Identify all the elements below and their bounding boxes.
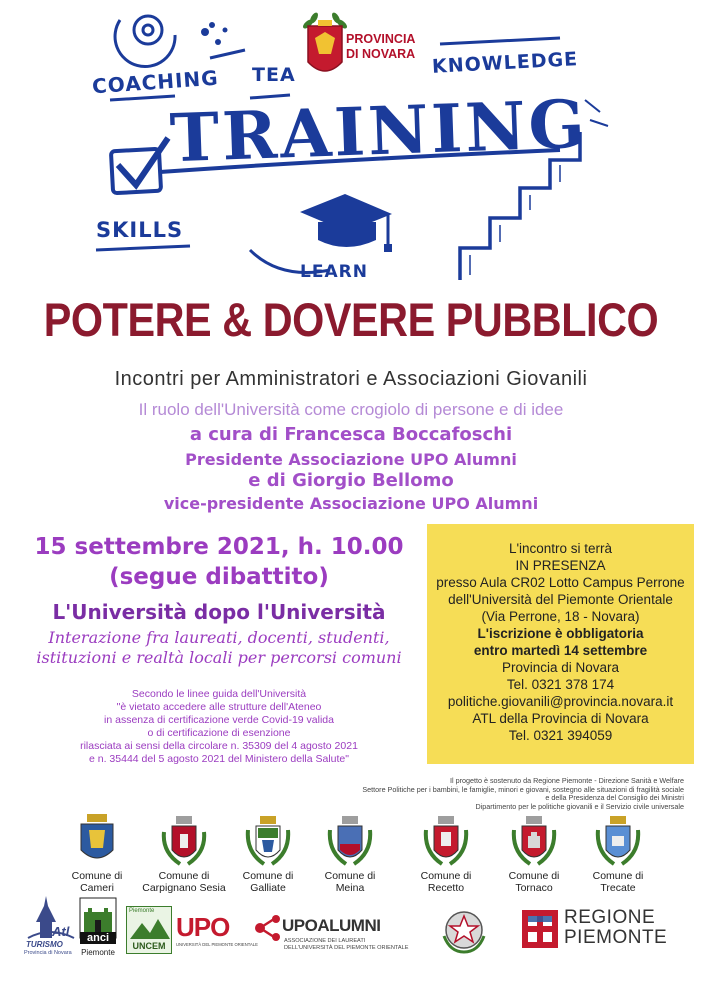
project-note <box>340 777 684 811</box>
event-description <box>14 628 424 668</box>
checkbox-icon <box>111 138 168 193</box>
tornaco-crest-icon <box>510 812 558 868</box>
galliate-crest-icon <box>244 812 292 868</box>
role-line: Il ruolo dell'Università come crogiolo di persone e di idee <box>138 400 564 419</box>
recetto-crest-icon <box>422 812 470 868</box>
comune-cameri <box>52 812 142 894</box>
atl-sub2: Provincia di Novara <box>24 950 72 956</box>
info-line: ATL della Provincia di Novara <box>472 711 649 726</box>
network-nodes-icon <box>254 914 284 942</box>
dots-icon <box>201 22 228 45</box>
anci-logo <box>78 896 120 962</box>
info-line: dell'Università del Piemonte Orientale <box>448 592 673 607</box>
comune-label: Comune di <box>508 870 560 882</box>
sketch-word-learn: LEARN <box>300 262 368 282</box>
info-line: Provincia di Novara <box>501 660 620 675</box>
note-line: e della Presidenza del Consiglio dei Ministri <box>545 793 684 803</box>
meina-crest-icon <box>326 812 374 868</box>
comune-label: Comune di <box>592 870 644 882</box>
event-topic: L'Università dopo l'Università <box>52 600 386 624</box>
upoalumni-sub2: DELL'UNIVERSITÀ DEL PIEMONTE ORIENTALE <box>284 945 409 951</box>
guideline-line: o di certificazione di esenzione <box>147 727 291 739</box>
regione-line-2: PIEMONTE <box>564 927 668 948</box>
comune-name: Carpignano Sesia <box>142 882 226 894</box>
note-line: Dipartimento per le politiche giovanili e il Servizio civile universale <box>475 801 684 811</box>
upoalumni-name: UPOALUMNI <box>282 916 381 935</box>
comune-tornaco <box>494 812 574 894</box>
page-subtitle: Incontri per Amministratori e Associazioni Giovanili <box>114 368 588 390</box>
guideline-line: "è vietato accedere alle strutture dell'Ateneo <box>116 701 322 713</box>
regione-line-1: REGIONE <box>564 907 656 928</box>
italian-emblem-icon <box>440 906 488 956</box>
comune-name: Tornaco <box>515 882 553 894</box>
comune-label: Comune di <box>420 870 472 882</box>
atl-turismo-logo <box>22 896 78 964</box>
mole-antonelliana-icon <box>22 896 78 940</box>
header-sketch <box>0 0 702 290</box>
curator-line-2: Presidente Associazione UPO Alumni <box>185 450 517 469</box>
sketch-word-tea: TEA <box>252 64 296 86</box>
info-line-bold: entro martedì 14 settembre <box>473 643 648 658</box>
uncem-top: Piemonte <box>129 908 155 914</box>
upo-alumni-logo <box>254 914 409 958</box>
comune-label: Comune di <box>324 870 376 882</box>
info-phone[interactable]: Tel. 0321 378 174 <box>506 677 615 692</box>
curator-line-4: vice-presidente Associazione UPO Alumni <box>163 494 539 513</box>
info-email-link[interactable]: politiche.giovanili@provincia.novara.it <box>447 694 674 709</box>
info-line: presso Aula CR02 Lotto Campus Perrone <box>436 575 685 590</box>
comune-name: Galliate <box>250 882 286 894</box>
graduation-cap-icon <box>300 194 392 252</box>
info-line: (Via Perrone, 18 - Novara) <box>481 609 640 624</box>
event-debate: (segue dibattito) <box>109 564 329 590</box>
event-description-line-1: Interazione fra laureati, docenti, studenti, <box>48 628 390 647</box>
upo-sub: UNIVERSITÀ DEL PIEMONTE ORIENTALE <box>176 942 258 947</box>
comune-trecate <box>578 812 658 894</box>
target-icon <box>115 16 175 67</box>
province-line-1: PROVINCIA <box>346 32 416 46</box>
sketch-word-coaching: COACHING <box>91 65 220 99</box>
event-description-line-2: istituzioni e realtà locali per percorsi comuni <box>36 648 402 667</box>
comune-name: Recetto <box>427 882 465 894</box>
comune-recetto <box>406 812 486 894</box>
repubblica-italiana-emblem <box>440 906 488 956</box>
uncem-name: UNCEM <box>132 941 166 951</box>
note-line: Il progetto è sostenuto da Regione Piemonte - Direzione Sanità e Welfare <box>450 776 684 785</box>
cameri-crest-icon <box>77 812 117 868</box>
comune-galliate <box>228 812 308 894</box>
guideline-line: in assenza di certificazione verde Covid-19 valida <box>104 714 334 726</box>
piemonte-flag-icon <box>522 910 558 948</box>
info-line: L'incontro si terrà <box>508 541 613 556</box>
info-line-bold: L'iscrizione è obbligatoria <box>477 626 644 641</box>
curator-line-1: a cura di Francesca Boccafoschi <box>189 424 513 445</box>
guideline-line: Secondo le linee guida dell'Università <box>131 688 307 700</box>
upoalumni-sub1: ASSOCIAZIONE DEI LAUREATI <box>284 938 366 944</box>
sketch-word-skills: SKILLS <box>96 218 184 242</box>
comune-name: Meina <box>335 882 365 894</box>
sketch-word-knowledge: KNOWLEDGE <box>431 48 579 78</box>
comune-label: Comune di <box>158 870 210 882</box>
curator-line-3: e di Giorgio Bellomo <box>248 470 454 491</box>
sketch-word-training: TRAINING <box>168 84 590 178</box>
comune-name: Cameri <box>80 882 114 894</box>
covid-guidelines <box>14 688 424 766</box>
provincia-novara-text <box>346 32 415 62</box>
page-title: POTERE & DOVERE PUBBLICO <box>43 293 659 346</box>
event-date: 15 settembre 2021, h. 10.00 <box>34 534 404 560</box>
upo-logo <box>176 912 258 954</box>
info-phone[interactable]: Tel. 0321 394059 <box>508 728 613 743</box>
info-box <box>427 524 694 764</box>
atl-name: Atl <box>52 924 70 939</box>
comune-name: Trecate <box>600 882 636 894</box>
upo-name: UPO <box>176 912 230 942</box>
atl-sub1: TURISMO <box>26 940 63 949</box>
regione-text <box>564 908 667 948</box>
info-line: IN PRESENZA <box>515 558 606 573</box>
anci-name: anci <box>80 932 116 944</box>
carpignano-crest-icon <box>160 812 208 868</box>
regione-piemonte-logo <box>522 908 672 952</box>
comune-label: Comune di <box>242 870 294 882</box>
comune-meina <box>310 812 390 894</box>
uncem-logo <box>126 906 172 954</box>
note-line: Settore Politiche per i bambini, le famiglie, minori e giovani, sostegno alle situazioni di fragilità sociale <box>362 784 684 794</box>
trecate-crest-icon <box>594 812 642 868</box>
guideline-line: e n. 35444 del 5 agosto 2021 del Ministero della Salute" <box>89 753 349 765</box>
comune-carpignano-sesia <box>134 812 234 894</box>
guideline-line: rilasciata ai sensi della circolare n. 35309 del 4 agosto 2021 <box>80 740 358 752</box>
anci-sub: Piemonte <box>81 948 115 957</box>
comune-label: Comune di <box>71 870 123 882</box>
province-line-2: DI NOVARA <box>346 47 416 61</box>
mountain-icon <box>128 915 172 941</box>
